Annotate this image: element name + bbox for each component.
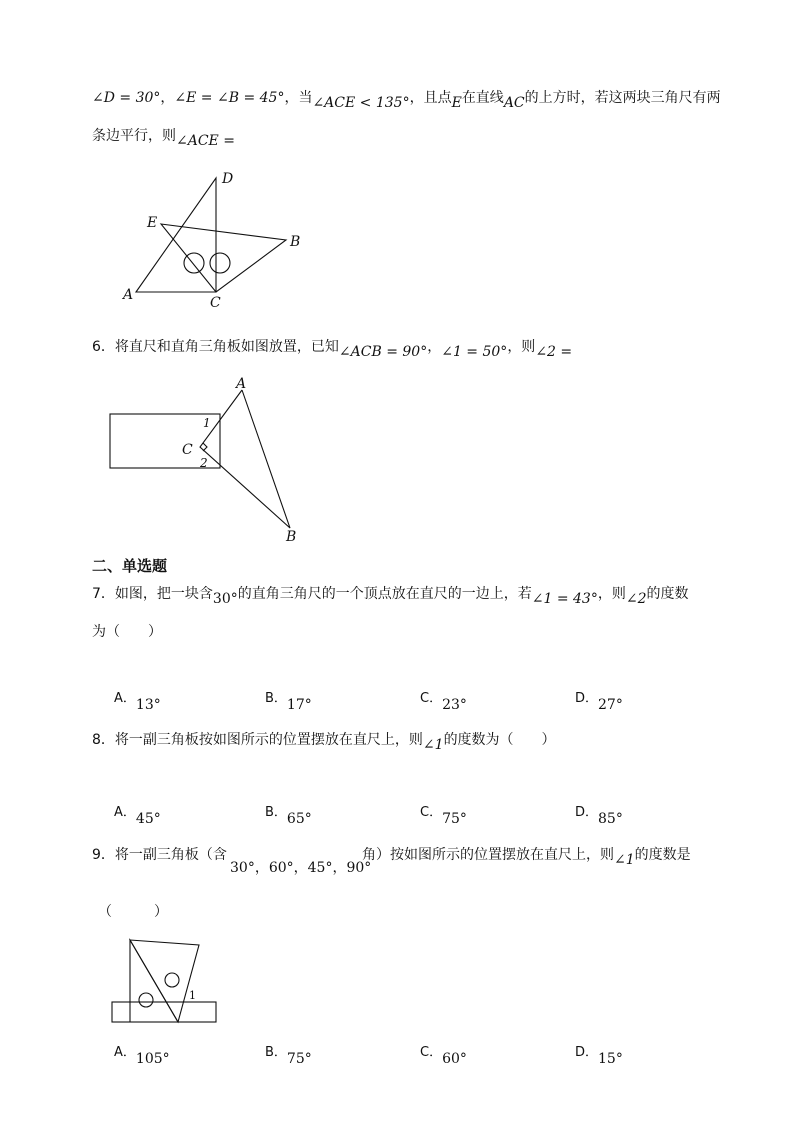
q7-line-2: 为（ ）	[92, 624, 162, 640]
q8-option-a[interactable]: A．45°	[114, 805, 161, 827]
hole-circle-1	[165, 973, 179, 987]
q9-line-2: （ ）	[98, 904, 168, 920]
q7-line-1: 7．如图，把一块含30°的直角三角尺的一个顶点放在直尺的一边上，若∠1 = 43°，则∠2的度数	[92, 586, 689, 607]
q9-line-1-rest: 角）按如图所示的位置摆放在直尺上，则∠1的度数是	[362, 847, 691, 868]
label-b: B	[290, 234, 301, 250]
q9-line-1: 9．将一副三角板（含	[92, 847, 227, 863]
angle-1-given: ∠1 = 50°	[441, 344, 508, 360]
deg-30: 30°	[212, 591, 238, 607]
q6-line: 6．将直尺和直角三角板如图放置，已知∠ACB = 90°，∠1 = 50°，则∠2 =	[92, 339, 573, 360]
q7-option-c[interactable]: C．23°	[420, 691, 467, 713]
angle-ace-condition: ∠ACE < 135°	[312, 95, 410, 111]
q8-option-c[interactable]: C．75°	[420, 805, 467, 827]
label-c6: C	[182, 442, 193, 458]
q5-line-1: ∠D = 30°，∠E = ∠B = 45°，当∠ACE < 135°，且点E在直线AC的上方时，若这两块三角尺有两	[92, 90, 721, 111]
q9-option-d[interactable]: D．15°	[575, 1045, 623, 1067]
angle-2-expr: ∠2 =	[535, 344, 573, 360]
answer-expression: ∠ACE =	[176, 133, 235, 149]
angle-d-condition: ∠D = 30°	[92, 90, 161, 106]
triangle-45	[130, 940, 199, 1022]
hole-circle-2	[139, 993, 153, 1007]
point-e: E	[451, 95, 462, 111]
angle-e-b-condition: ∠E = ∠B = 45°	[174, 90, 285, 106]
q8-number: 8．	[92, 732, 115, 748]
label-a: A	[123, 287, 134, 303]
q9-option-b[interactable]: B．75°	[265, 1045, 312, 1067]
q9-number: 9．	[92, 847, 115, 863]
label-d: D	[222, 171, 234, 187]
label-angle-2: 2	[200, 456, 208, 470]
q7-option-a[interactable]: A．13°	[114, 691, 161, 713]
q8-line: 8．将一副三角板按如图所示的位置摆放在直尺上，则∠1的度数为（ ）	[92, 732, 556, 753]
q7-option-b[interactable]: B．17°	[265, 691, 312, 713]
label-e: E	[147, 215, 158, 231]
section-title: 二、单选题	[92, 557, 168, 575]
angle-1-43: ∠1 = 43°	[531, 591, 598, 607]
label-b6: B	[286, 529, 297, 545]
q9-option-a[interactable]: A．105°	[114, 1045, 170, 1067]
q8-option-d[interactable]: D．85°	[575, 805, 623, 827]
label-angle-1-q9: 1	[189, 989, 196, 1002]
angle-acb: ∠ACB = 90°	[338, 344, 428, 360]
q5-line-2: 条边平行，则∠ACE =	[92, 128, 235, 149]
line-ac: AC	[503, 95, 525, 111]
q6-number: 6．	[92, 339, 115, 355]
label-c: C	[210, 295, 221, 311]
angle-1: ∠1	[422, 737, 444, 753]
q7-number: 7．	[92, 586, 115, 602]
q9-angle-list: 30°，60°，45°，90°	[230, 860, 372, 876]
label-angle-1: 1	[203, 416, 211, 430]
angle-2: ∠2	[625, 591, 647, 607]
label-a6: A	[236, 376, 247, 392]
ruler-rect-q9	[112, 1002, 216, 1022]
angle-1-q9: ∠1	[614, 852, 635, 868]
q7-option-d[interactable]: D．27°	[575, 691, 623, 713]
q8-option-b[interactable]: B．65°	[265, 805, 312, 827]
q9-option-c[interactable]: C．60°	[420, 1045, 467, 1067]
